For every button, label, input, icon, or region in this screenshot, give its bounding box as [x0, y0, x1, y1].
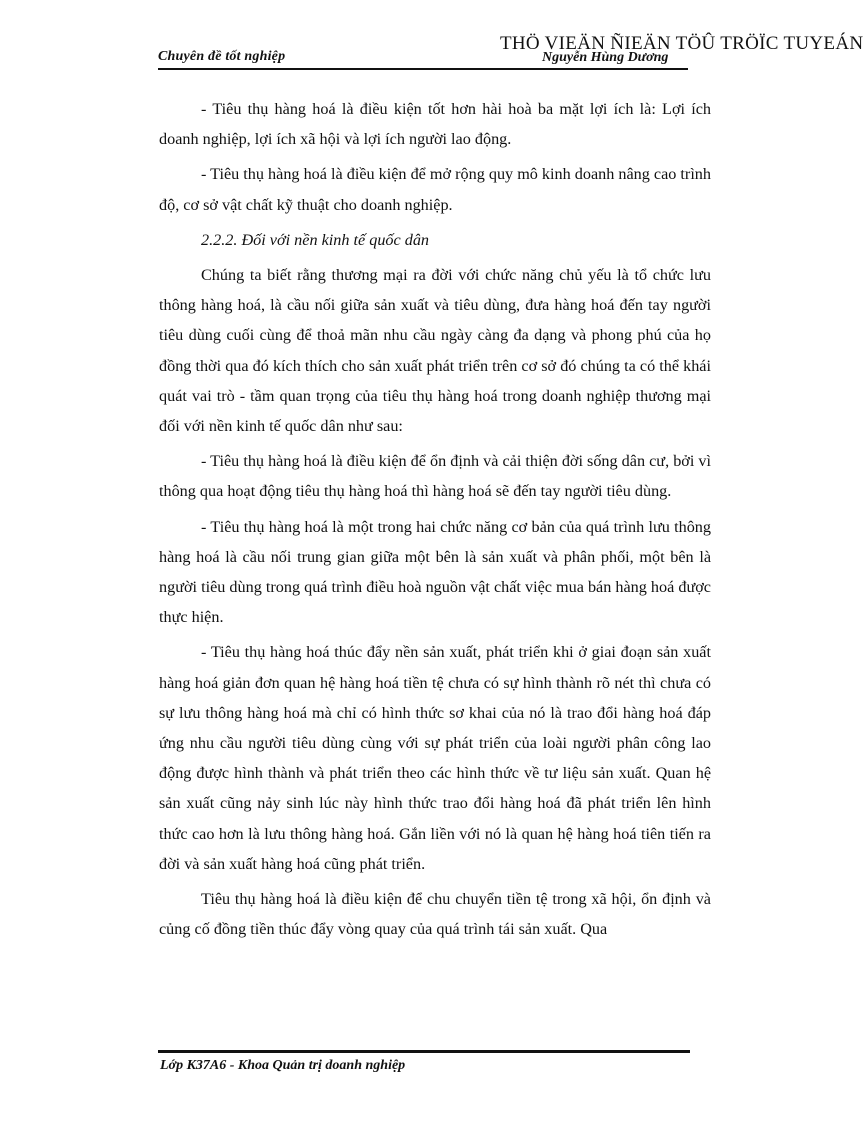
header-library-watermark: THÖ VIEÄN ÑIEÄN TÖÛ TRÖÏC TUYEÁN [500, 33, 863, 54]
header-document-title: Chuyên đề tốt nghiệp [158, 49, 286, 64]
paragraph-production-development: - Tiêu thụ hàng hoá thúc đẩy nền sản xuất, phát triển khi ở giai đoạn sản xuất hàng hoá giản đơn quan hệ hàng hoá tiền tệ chưa có sự hình thành rõ nét thì chưa có sự lưu thông hàng hoá mà chỉ có hình thức sơ khai của nó là trao đổi hàng hoá đáp ứng nhu cầu người tiêu dùng cùng với sự phát triển của loài người phân công lao động được hình thành và phát triển theo các hình thức về tư liệu sản xuất. Quan hệ sản xuất cũng nảy sinh lúc này hình thức trao đổi hàng hoá đã phát triển lên hình thức cao hơn là lưu thông hàng hoá. Gắn liền với nó là quan hệ hàng hoá tiên tiến ra đời và sản xuất hàng hoá cũng phát triển. [159, 643, 711, 873]
paragraph-trade-role: Chúng ta biết rằng thương mại ra đời với chức năng chủ yếu là tổ chức lưu thông hàng hoá, là cầu nối giữa sản xuất và tiêu dùng, đưa hàng hoá đến tay người tiêu dùng cuối cùng để thoả mãn nhu cầu ngày càng đa dạng và phong phú của họ đồng thời qua đó kích thích cho sản xuất phát triển trên cơ sở đó chúng ta có thể khái quát vai trò - tầm quan trọng của tiêu thụ hàng hoá trong doanh nghiệp thương mại đối với nền kinh tế quốc dân như sau: [159, 266, 711, 436]
section-heading-national-economy: 2.2.2. Đối với nền kinh tế quốc dân [201, 230, 430, 249]
paragraph-benefit-harmony: - Tiêu thụ hàng hoá là điều kiện tốt hơn hài hoà ba mặt lợi ích là: Lợi ích doanh nghiệp, lợi ích xã hội và lợi ích người lao động. [159, 100, 711, 149]
footer-class-info: Lớp K37A6 - Khoa Quản trị doanh nghiệp [160, 1058, 406, 1073]
header-divider [158, 68, 688, 70]
paragraph-circulation-function: - Tiêu thụ hàng hoá là một trong hai chức năng cơ bản của quá trình lưu thông hàng hoá là cầu nối trung gian giữa một bên là sản xuất và phân phối, một bên là người tiêu dùng trong quá trình điều hoà nguồn vật chất việc mua bán hàng hoá được thực hiện. [159, 517, 711, 627]
document-body [159, 94, 711, 949]
header-author-name: Nguyễn Hùng Dương [542, 50, 669, 65]
footer-divider [158, 1050, 690, 1053]
paragraph-living-standards: - Tiêu thụ hàng hoá là điều kiện để ổn định và cải thiện đời sống dân cư, bởi vì thông qua hoạt động tiêu thụ hàng hoá thì hàng hoá sẽ đến tay người tiêu dùng. [159, 452, 711, 501]
paragraph-currency-circulation: Tiêu thụ hàng hoá là điều kiện để chu chuyển tiền tệ trong xã hội, ổn định và củng cố đồng tiền thúc đẩy vòng quay của quá trình tái sản xuất. Qua [159, 890, 711, 939]
paragraph-scale-expansion: - Tiêu thụ hàng hoá là điều kiện để mở rộng quy mô kinh doanh nâng cao trình độ, cơ sở vật chất kỹ thuật cho doanh nghiệp. [159, 165, 711, 214]
